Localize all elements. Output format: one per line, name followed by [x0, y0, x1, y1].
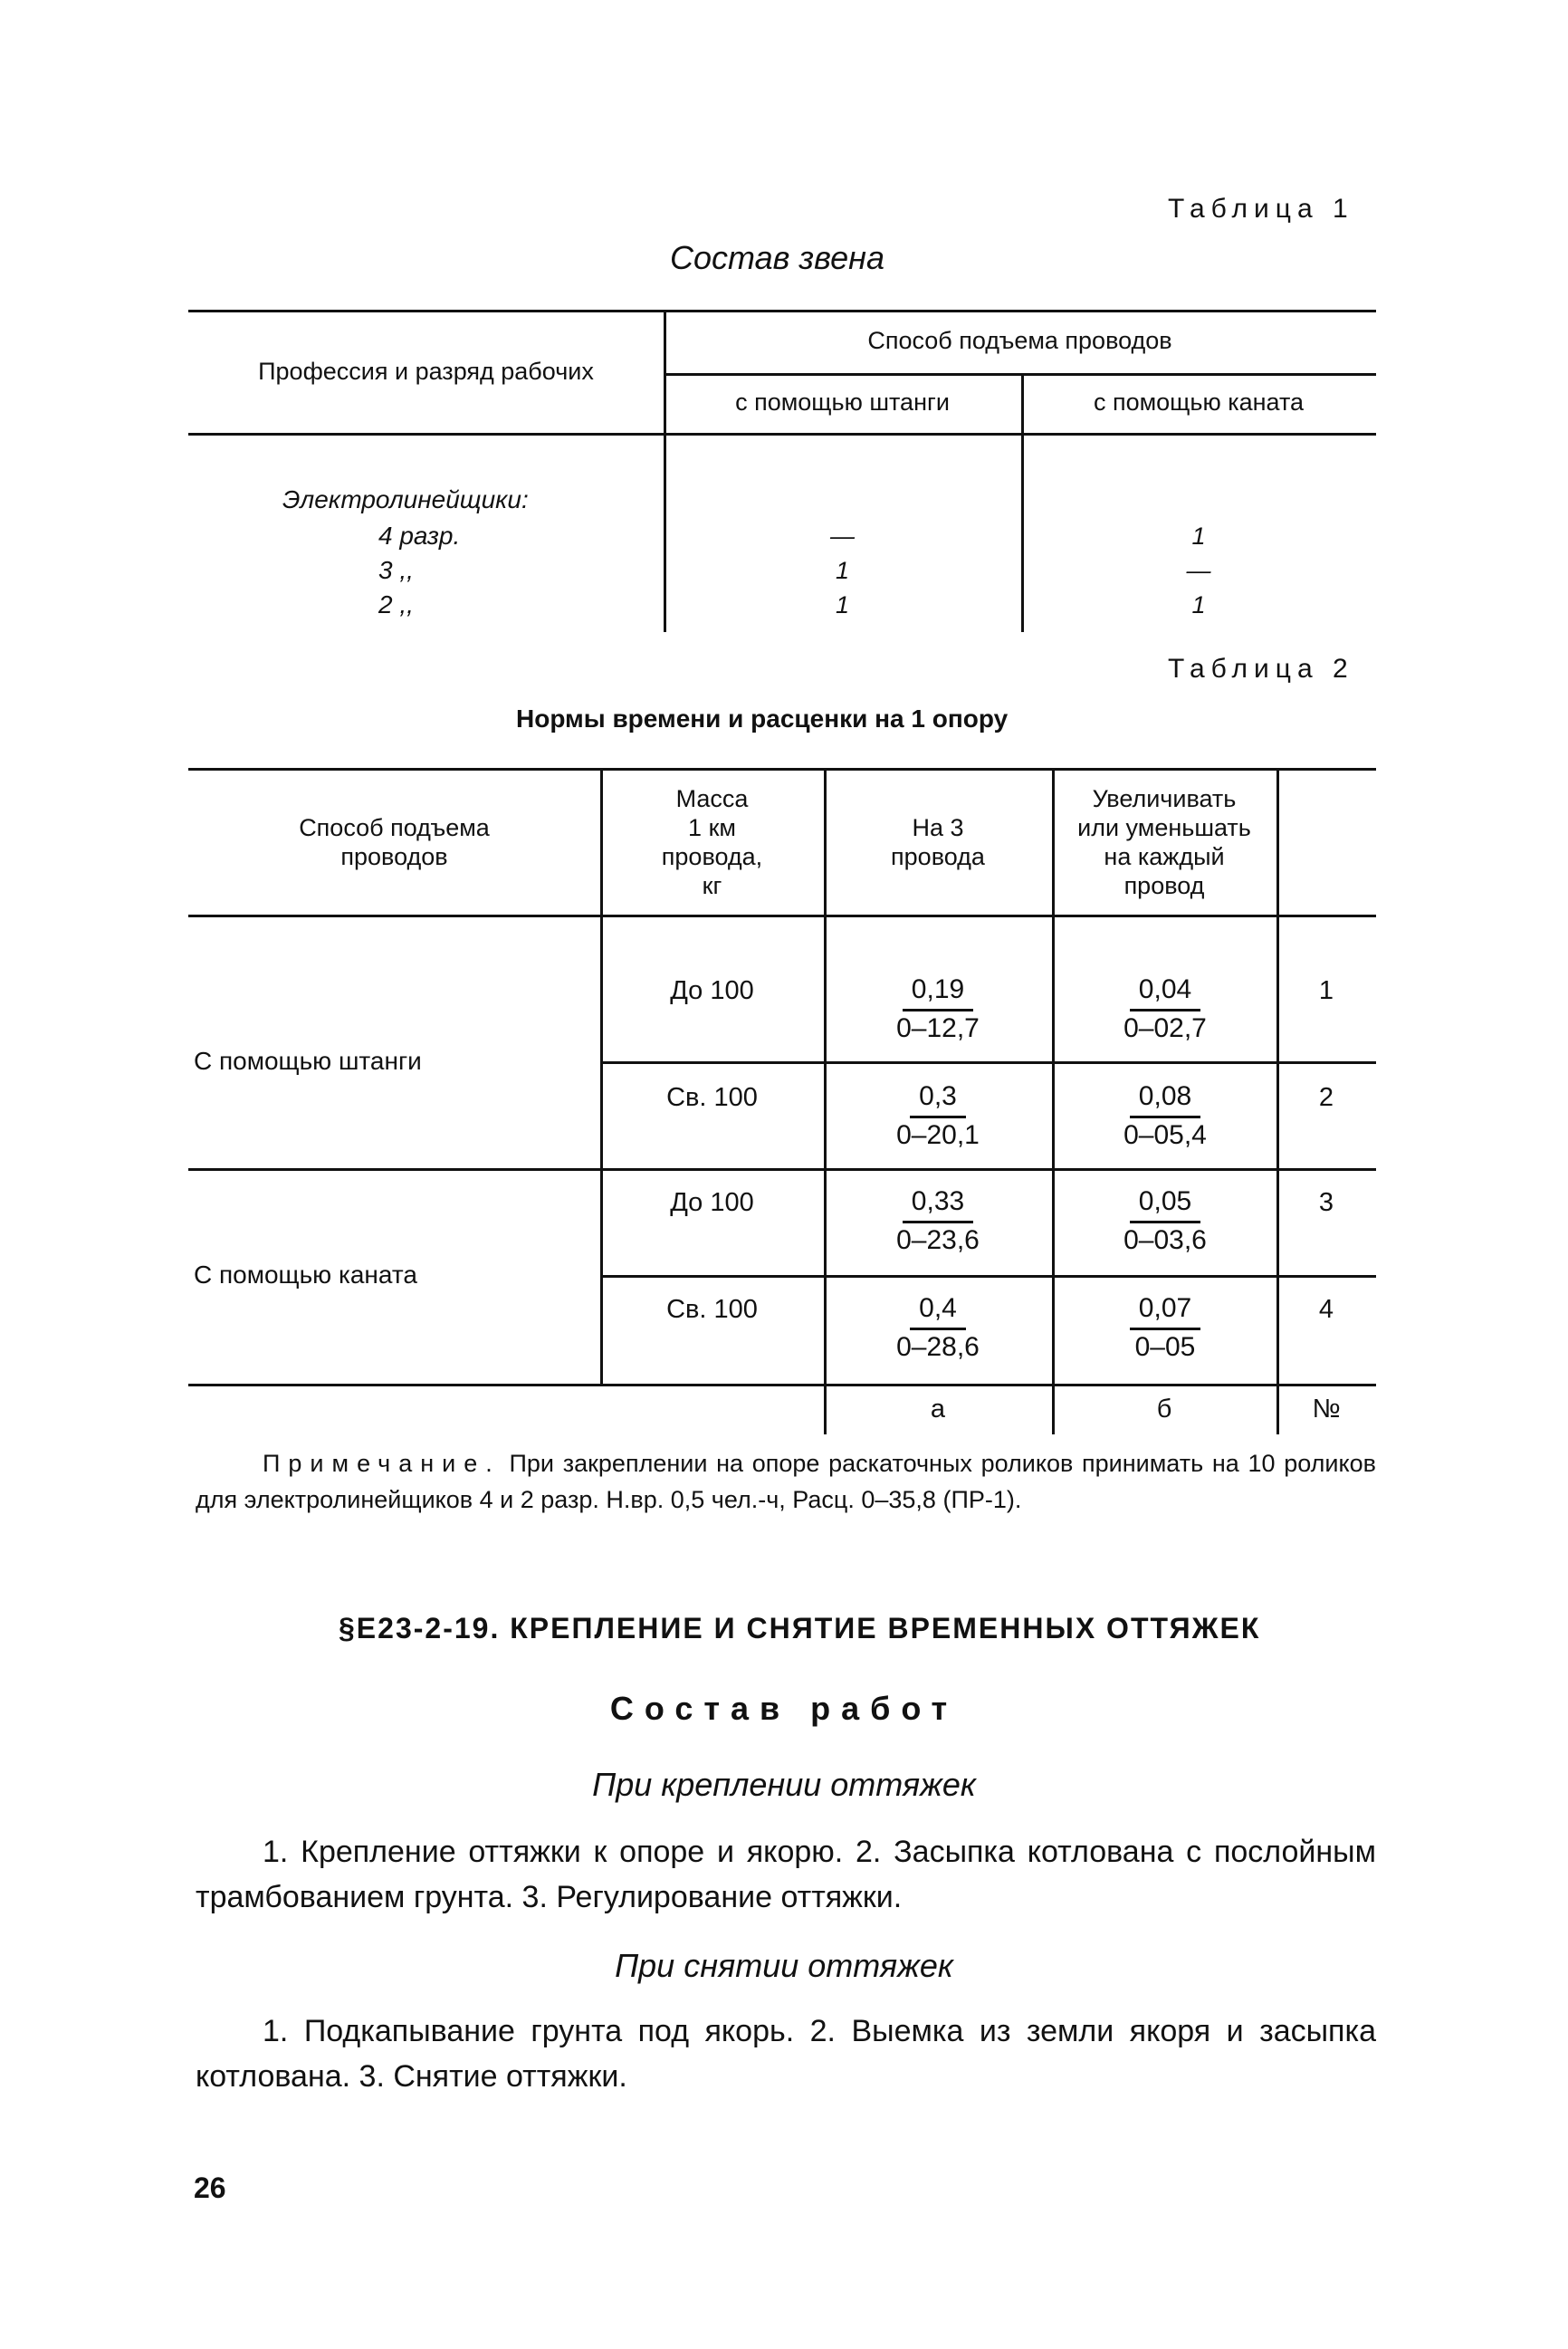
table2-row-norm-a: $\frac{0,19}{0-12,7}$	[896, 974, 980, 1043]
part1-title: При креплении оттяжек	[592, 1766, 976, 1803]
table1-row-rope: 1	[1191, 523, 1206, 550]
page-number: 26	[194, 2172, 226, 2204]
table2-row-norm-a: $\frac{0,4}{0-28,6}$	[896, 1293, 980, 1362]
part1-text: 1. Крепление оттяжки к опоре и якорю. 2. Засыпка котлована с послойным трамбованием грунта. 3. Регулирование оттяжки.	[196, 1835, 1376, 1914]
table1-row-rod: —	[830, 523, 855, 550]
table2-header-change: Увеличивать или уменьшать на каждый провод	[1077, 785, 1251, 899]
table2-row-norm-b: $\frac{0,05}{0-03,6}$	[1123, 1186, 1207, 1255]
table2-row-mass: Св. 100	[666, 1083, 758, 1112]
table1-row-rod: 1	[835, 557, 850, 584]
table2-row-rule	[600, 1061, 1376, 1064]
table2-title: Нормы времени и расценки на 1 опору	[516, 705, 1009, 733]
table2-row-number: 4	[1318, 1295, 1334, 1324]
table2-footer-a: а	[930, 1395, 946, 1424]
table2-row-norm-b: $\frac{0,08}{0-05,4}$	[1123, 1081, 1207, 1150]
table2-row-number: 3	[1318, 1188, 1334, 1217]
table1-header-profession: Профессия и разряд рабочих	[258, 358, 594, 385]
table1-header-rod: с помощью штанги	[735, 388, 950, 416]
table2-note	[196, 1445, 1376, 1518]
table1-top-rule	[188, 310, 1376, 312]
table2-group-rod: С помощью штанги	[194, 1047, 422, 1075]
note-text: При закреплении на опоре раскаточных роликов принимать на 10 роликов для электролинейщиков 4 и 2 разр. Н.вр. 0,5 чел.-ч, Расц. 0–35,8 (ПР-1).	[196, 1450, 1376, 1513]
table1-row-grade: 4 разр.	[378, 522, 461, 550]
table2-bottom-rule	[188, 1384, 1376, 1386]
table2-row-norm-b: $\frac{0,07}{0-05}$	[1061, 1291, 1269, 1365]
table1-row-rope: 1	[1191, 591, 1206, 618]
section-subheading: Состав работ	[609, 1690, 959, 1727]
part2-text: 1. Подкапывание грунта под якорь. 2. Выемка из земли якоря и засыпка котлована. 3. Снятие оттяжки.	[196, 2014, 1376, 2094]
table2-top-rule	[188, 768, 1376, 771]
table2-header-rule	[188, 915, 1376, 917]
table2-row-mass: До 100	[670, 976, 754, 1005]
table2-row-number: 2	[1318, 1083, 1334, 1112]
note-label: Примечание.	[263, 1450, 501, 1477]
table1-subheader-rule	[664, 373, 1376, 376]
table2-header-three-wires: На 3 провода	[891, 814, 985, 870]
table2-row-mass: До 100	[670, 1188, 754, 1217]
table2-row-norm-a: $\frac{0,3}{0-20,1}$	[896, 1081, 980, 1150]
table1-row-rod: 1	[835, 591, 850, 618]
table2-group-rope: С помощью каната	[194, 1261, 417, 1289]
part2-title: При снятии оттяжек	[615, 1947, 953, 1984]
table1-title: Состав звена	[670, 239, 885, 276]
table2-row-rule	[600, 1275, 1376, 1278]
table2-row-norm-b: $\frac{0,04}{0-02,7}$	[1123, 974, 1207, 1043]
table1-row-grade: 2 ,,	[378, 590, 414, 618]
table2-row-mass: Св. 100	[666, 1295, 758, 1324]
table2-header-mass: Масса 1 км провода, кг	[661, 785, 763, 899]
table2-header-method: Способ подъема проводов	[299, 814, 490, 870]
table2-row-norm-a: $\frac{0,33}{0-23,6}$	[896, 1186, 980, 1255]
table1-row-rope: —	[1186, 557, 1211, 584]
table1-group-label: Электролинейщики:	[282, 485, 529, 513]
table2-footer-b: б	[1156, 1395, 1172, 1424]
table2-row-number: 1	[1318, 976, 1334, 1005]
table1-label: Таблица 1	[1168, 194, 1354, 224]
table1-header-rule	[188, 433, 1376, 436]
table2-label: Таблица 2	[1168, 654, 1354, 684]
section-title: §Е23-2-19. КРЕПЛЕНИЕ И СНЯТИЕ ВРЕМЕННЫХ ОТТЯЖЕК	[339, 1612, 1261, 1644]
table1-header-method: Способ подъема проводов	[867, 327, 1172, 354]
table1-row-grade: 3 ,,	[378, 556, 414, 584]
table2-footer-no: №	[1312, 1395, 1341, 1424]
table2-group-rule	[188, 1168, 1376, 1171]
table1-header-rope: с помощью каната	[1093, 388, 1305, 416]
